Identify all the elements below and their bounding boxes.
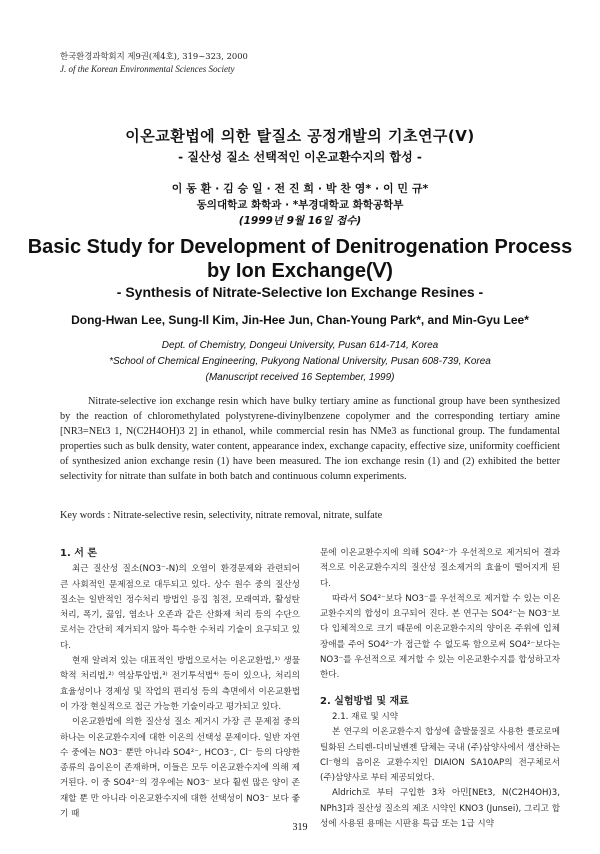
- paragraph: 최근 질산성 질소(NO3⁻-N)의 오염이 환경문제와 관련되어 큰 사회적인 문제점으로 대두되고 있다. 상수 원수 중의 질산성 질소는 일반적인 정수처리 방법인 응집 침전, 모래여과, 활성탄 처리, 폭기, 끓임, 염소나 오존과 같은 산화제 처리 등의 수단으로서는 간단히 제거되지 않아 특수한 수처리 기술이 요구되고 있다.: [60, 564, 300, 651]
- manuscript-received: (Manuscript received 16 September, 1999): [205, 372, 395, 383]
- paragraph: 따라서 SO4²⁻보다 NO3⁻를 우선적으로 제거할 수 있는 이온교환수지의 합성이 요구되어 진다. 본 연구는 SO4²⁻는 NO3⁻보다 입체적으로 크기 때문에 이온교환수지의 양이온 주위에 입체장애를 주어 SO4²⁻가 접근할 수 없도록 함으로써 SO4²⁻보다는 NO3⁻를 우선적으로 제거할 수 있는 이온교환수지를 합성하고자 한다.: [320, 593, 560, 681]
- korean-received-date: (1999년 9월 16일 접수): [238, 215, 362, 227]
- subsection-heading-materials: 2.1. 재료 및 시약: [332, 711, 399, 722]
- page-number: 319: [292, 822, 308, 833]
- english-affiliation-1: Dept. of Chemistry, Dongeui University, Pusan 614-714, Korea: [161, 340, 439, 351]
- abstract: [60, 394, 560, 484]
- paragraph: 본 연구의 이온교환수지 합성에 출발물질로 사용한 클로로메틸화된 스티렌-디비닐벤젠 담체는 국내 (주)삼양사에서 생산하는 Cl⁻형의 음이온 교환수지인 DIAION SA10AP의 전구체로서 (주)삼양사로 부터 제공되었다.: [320, 727, 560, 784]
- english-subtitle: - Synthesis of Nitrate-Selective Ion Exchange Resines -: [116, 284, 484, 300]
- paragraph: 현재 알려져 있는 대표적인 방법으로서는 이온교환법,¹⁾ 생물학적 처리법,²⁾ 역삼투압법,³⁾ 전기투석법⁴⁾ 등이 있으나, 처리의 효율성이나 경제성 및 작업의 편리성 등의 측면에서 이온교환법이 가장 현실적으로 접근 가능한 기술이라고 평가되고 있다.: [60, 656, 300, 712]
- right-column: [320, 546, 560, 832]
- abstract-text: Nitrate-selective ion exchange resin which have bulky tertiary amine as functional group have been synthesized by the reaction of chloromethylated polystyrene-divinylbenzene copolymer and the corresponding tertiary amine [NR3=NEt3 1, N(C2H4OH)3 2] in ethanol, while commercial resin has NMe3 as functional group. The fundamental properties such as bulk density, water content, appearance index, exchange capacity, effective size, uniformity coefficient of synthesized anion exchange resin (1) have been measured. The ion exchange resin (1) and (2) exhibited the better selectivity for nitrate than sulfate in both batch and continuous column experiments.: [60, 396, 560, 482]
- korean-affiliation: 동의대학교 화학과 · *부경대학교 화학공학부: [196, 199, 404, 211]
- section-heading-introduction: 1. 서 론: [60, 548, 98, 559]
- korean-title: 이온교환법에 의한 탈질소 공정개발의 기초연구(Ⅴ): [125, 127, 475, 145]
- journal-citation-ko: 한국환경과학회지 제9권(제4호), 319~323, 2000: [60, 51, 248, 61]
- journal-citation-en: J. of the Korean Environmental Sciences Society: [60, 64, 235, 74]
- paragraph: 문에 이온교환수지에 의해 SO4²⁻가 우선적으로 제거되어 결과적으로 이온교환수지의 질산성 질소제거의 효율이 떨어지게 된다.: [320, 548, 560, 589]
- paragraph: 이온교환법에 의한 질산성 질소 제거시 가장 큰 문제점 중의 하나는 이온교환수지에 대한 이온의 선택성 문제이다. 일반 자연수 중에는 NO3⁻ 뿐만 아니라 SO4²⁻, HCO3⁻, Cl⁻ 등의 다양한 종류의 음이온이 존재하며, 이들은 모두 이온교환수지에 의해 제거된다. 이 중 SO4²⁻의 경우에는 NO3⁻ 보다 훨씬 많은 양이 존재할 뿐 만 아니라 이온교환수지에 대한 선택성이 NO3⁻ 보다 좋기 때: [60, 717, 300, 820]
- english-title-line-2: by Ion Exchange(Ⅴ): [207, 260, 393, 282]
- english-authors: Dong-Hwan Lee, Sung-Il Kim, Jin-Hee Jun, Chan-Young Park*, and Min-Gyu Lee*: [71, 313, 529, 327]
- korean-authors: 이 동 환 · 김 승 일 · 전 진 희 · 박 찬 영* · 이 민 규*: [171, 182, 429, 195]
- english-title-line-1: Basic Study for Development of Denitrogenation Process: [27, 236, 573, 258]
- left-column: [60, 546, 300, 822]
- keywords: Key words : Nitrate-selective resin, selectivity, nitrate removal, nitrate, sulfate: [60, 510, 383, 521]
- journal-citation: [60, 50, 248, 76]
- english-affiliation-2: *School of Chemical Engineering, Pukyong National University, Pusan 608-739, Korea: [109, 356, 491, 367]
- korean-subtitle: - 질산성 질소 선택적인 이온교환수지의 합성 -: [178, 150, 422, 164]
- section-heading-methods: 2. 실험방법 및 재료: [320, 695, 409, 707]
- paragraph: Aldrich로 부터 구입한 3차 아민[NEt3, N(C2H4OH)3, NPh3]과 질산성 질소의 제조 시약인 KNO3 (Junsei), 그리고 합성에 사용된 용매는 시판용 특급 또는 1급 시약: [320, 788, 560, 830]
